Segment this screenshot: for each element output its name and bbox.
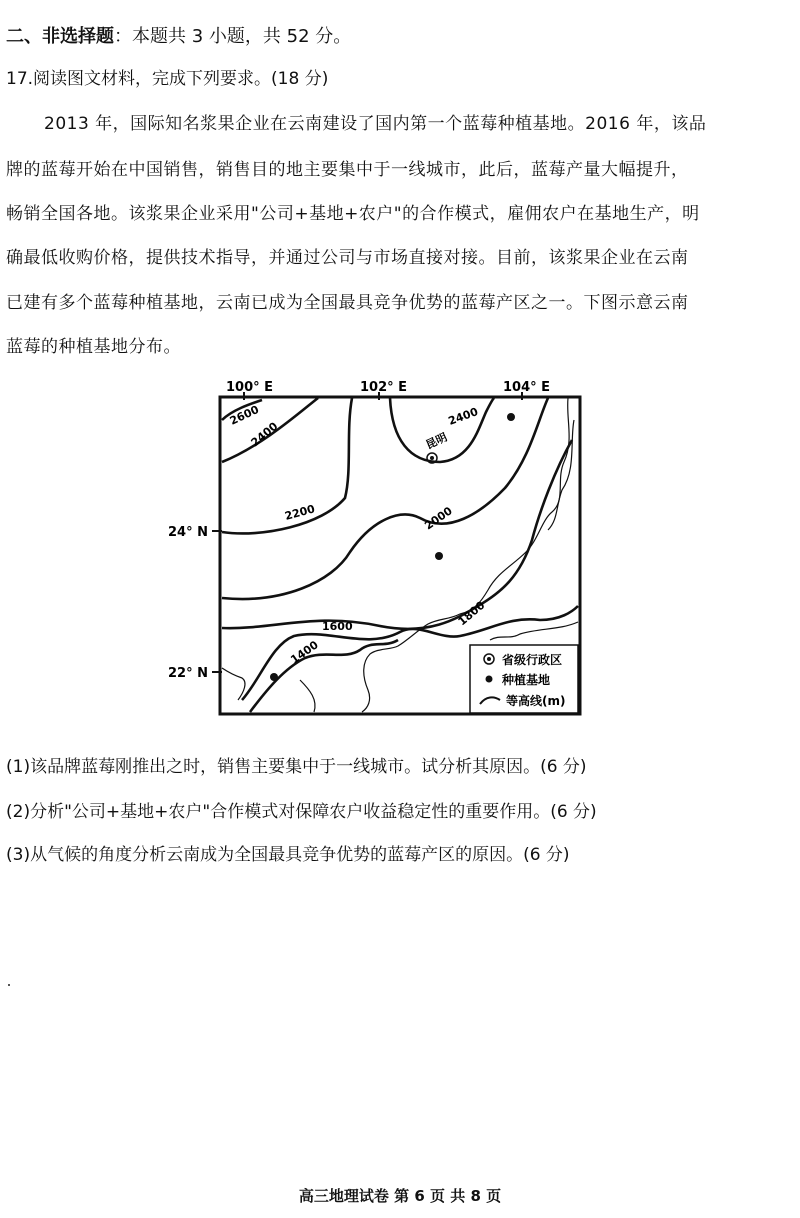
section-desc: ：本题共 3 小题，共 52 分。 — [114, 26, 352, 47]
contour-label-2000: 2000 — [422, 504, 455, 533]
border-southwest — [222, 668, 245, 700]
question-title: 17.阅读图文材料，完成下列要求。(18 分) — [6, 69, 329, 89]
border-south — [300, 680, 315, 712]
legend-base-icon — [486, 676, 493, 683]
paragraph-line-2: 牌的蓝莓开始在中国销售，销售目的地主要集中于一线城市，此后，蓝莓产量大幅提升， — [6, 160, 689, 180]
capital-dot — [430, 456, 434, 460]
section-heading: 二、非选择题 — [6, 26, 114, 47]
paragraph-line-5: 已建有多个蓝莓种植基地，云南已成为全国最具竞争优势的蓝莓产区之一。下图示意云南 — [6, 293, 689, 313]
scan-speck — [8, 984, 10, 986]
paragraph-line-3: 畅销全国各地。该浆果企业采用"公司+基地+农户"的合作模式，雇佣农户在基地生产，明 — [6, 204, 700, 224]
paragraph-line-1: 2013 年，国际知名浆果企业在云南建设了国内第一个蓝莓种植基地。2016 年，该品 — [44, 114, 707, 134]
contour-label-1400: 1400 — [288, 638, 321, 667]
legend-capital-label: 省级行政区 — [502, 653, 563, 667]
contour-label-2200: 2200 — [283, 502, 317, 523]
city-label-kunming: 昆明 — [423, 430, 450, 452]
legend-capital-dot — [487, 657, 491, 661]
contour-2400-north — [390, 398, 494, 462]
base-point-2 — [435, 552, 443, 560]
base-point-1 — [507, 413, 515, 421]
label-102e: 102° E — [360, 380, 408, 395]
base-point-3 — [270, 673, 278, 681]
sub-question-3: (3)从气候的角度分析云南成为全国最具竞争优势的蓝莓产区的原因。(6 分) — [6, 845, 570, 865]
contour-label-1800: 1800 — [455, 598, 488, 629]
paragraph-line-4: 确最低收购价格，提供技术指导，并通过公司与市场直接对接。目前，该浆果企业在云南 — [6, 248, 689, 268]
label-104e: 104° E — [503, 380, 551, 395]
contour-label-2600: 2600 — [227, 402, 262, 428]
sub-question-2: (2)分析"公司+基地+农户"合作模式对保障农户收益稳定性的重要作用。(6 分) — [6, 802, 597, 822]
contour-label-1600: 1600 — [322, 620, 353, 633]
legend-contour-label: 等高线(m) — [506, 694, 566, 708]
page-footer: 高三地理试卷 第 6 页 共 8 页 — [298, 1187, 502, 1205]
paragraph-line-6: 蓝莓的种植基地分布。 — [6, 337, 181, 357]
contour-label-2400-west: 2400 — [248, 419, 281, 450]
contour-label-2400-north: 2400 — [446, 405, 480, 428]
sub-question-1: (1)该品牌蓝莓刚推出之时，销售主要集中于一线城市。试分析其原因。(6 分) — [6, 757, 587, 777]
label-100e: 100° E — [226, 380, 274, 395]
label-24n: 24° N — [168, 525, 208, 540]
label-22n: 22° N — [168, 666, 208, 681]
legend-base-label: 种植基地 — [502, 673, 551, 687]
